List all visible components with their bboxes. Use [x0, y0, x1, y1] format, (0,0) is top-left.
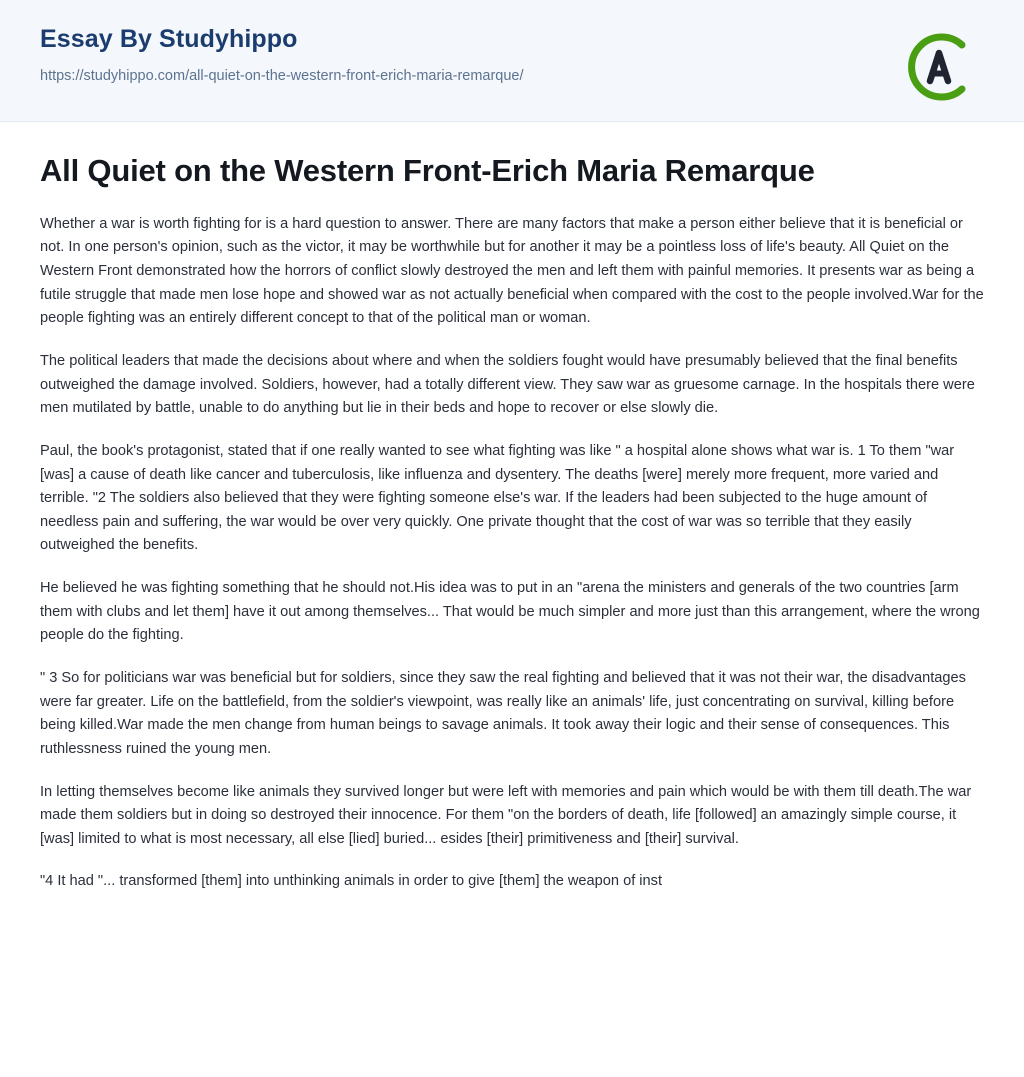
brand-block [40, 26, 524, 85]
paragraph: "4 It had "... transformed [them] into unthinking animals in order to give [them] the weapon of inst [40, 873, 663, 890]
paragraph: Whether a war is worth fighting for is a hard question to answer. There are many factors that make a person either believe that it is beneficial or not. In one person's opinion, such as the victor, it may be worthwhile but for another it may be a pointless loss of life's beauty. All Quiet on the Western Front demonstrated how the horrors of conflict slowly destroyed the men and left them with painful memories. It presents war as being a futile struggle that made men lose hope and showed war as not actually beneficial when compared with the cost to the people involved.War for the people fighting was an entirely different concept to that of the political man or woman. [40, 215, 984, 327]
paragraph: The political leaders that made the decisions about where and when the soldiers fought would have presumably believed that the final benefits outweighed the damage involved. Soldiers, however, had a totally different view. They saw war as gruesome carnage. In the hospitals there were men mutilated by battle, unable to do anything but lie in their beds and hope to recover or else slowly die. [40, 352, 975, 417]
paragraph: " 3 So for politicians war was beneficial but for soldiers, since they saw the real fighting and believed that it was not their war, the disadvantages were far greater. Life on the battlefield, from the soldier's viewpoint, was really like an animals' life, just concentrating on survival, killing before being killed.War made the men change from human beings to savage animals. It took away their logic and their sense of consequences. This ruthlessness ruined the young men. [40, 670, 966, 757]
source-url[interactable]: https://studyhippo.com/all-quiet-on-the-western-front-erich-maria-remarque/ [40, 67, 524, 84]
studyhippo-logo-icon [900, 28, 978, 106]
article-body [0, 122, 1024, 894]
paragraph: Paul, the book's protagonist, stated that if one really wanted to see what fighting was like " a hospital alone shows what war is. 1 To them "war [was] a cause of death like cancer and tuberculosis, like influenza and dysentery. The deaths [were] merely more frequent, more varied and terrible. "2 The soldiers also believed that they were fighting someone else's war. If the leaders had been subjected to the huge amount of needless pain and suffering, the war would be over very quickly. One private thought that the cost of war was so terrible that they easily outweighed the benefits. [40, 442, 955, 554]
paragraph: He believed he was fighting something that he should not.His idea was to put in an "arena the ministers and generals of the two countries [arm them with clubs and let them] have it out among themselves... That would be much simpler and more just than this arrangement, where the wrong people do the fighting. [40, 580, 980, 644]
paragraph: In letting themselves become like animals they survived longer but were left with memories and pain which would be with them till death.The war made them soldiers but in doing so destroyed their innocence. For them "on the borders of death, life [followed] an amazingly simple course, it [was] limited to what is most necessary, all else [lied] buried... esides [their] primitiveness and [their] survival. [40, 783, 972, 847]
site-header [0, 0, 1024, 122]
page-title: All Quiet on the Western Front-Erich Maria Remarque [40, 153, 815, 188]
brand-title: Essay By Studyhippo [40, 25, 298, 53]
